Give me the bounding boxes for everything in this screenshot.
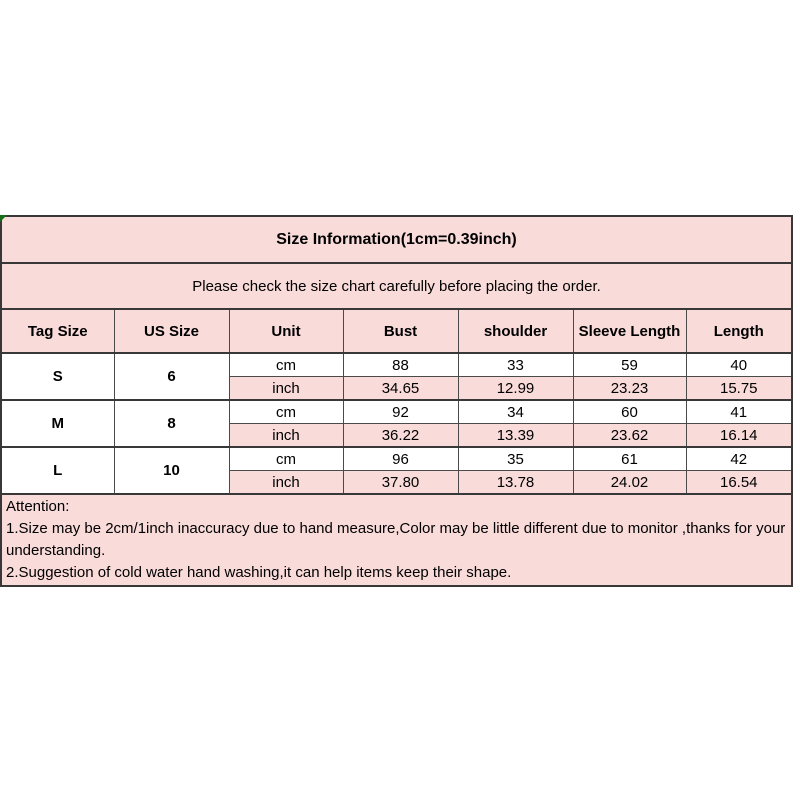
attention-note-2: 2.Suggestion of cold water hand washing,it can help items keep their shape. [6,564,512,581]
cell-m-shoulder-inch: 13.39 [458,424,573,448]
header-shoulder: shoulder [458,309,573,353]
attention-title: Attention: [6,498,70,515]
cell-m-sleeve-inch: 23.62 [573,424,686,448]
header-sleeve-length: Sleeve Length [573,309,686,353]
row-s-cm [1,353,792,377]
attention-text-block [2,495,791,584]
tag-size-m: M [1,400,114,447]
cell-l-shoulder-cm: 35 [458,447,573,471]
tag-size-l: L [1,447,114,494]
column-header-row [1,309,792,353]
cell-l-bust-cm: 96 [343,447,458,471]
attention-note-1: 1.Size may be 2cm/1inch inaccuracy due to hand measure,Color may be little different due to monitor ,thanks for your understanding. [6,520,786,559]
header-unit: Unit [229,309,343,353]
cell-m-length-cm: 41 [686,400,792,424]
table-title-row [1,216,792,263]
cell-s-bust-inch: 34.65 [343,377,458,401]
header-length: Length [686,309,792,353]
cell-m-bust-inch: 36.22 [343,424,458,448]
cell-l-length-cm: 42 [686,447,792,471]
cell-s-length-cm: 40 [686,353,792,377]
table-title: Size Information(1cm=0.39inch) [1,216,792,263]
row-m-cm [1,400,792,424]
row-l-cm [1,447,792,471]
header-bust: Bust [343,309,458,353]
unit-label-inch: inch [229,377,343,401]
unit-label-inch: inch [229,424,343,448]
cell-l-bust-inch: 37.80 [343,471,458,495]
cell-l-shoulder-inch: 13.78 [458,471,573,495]
cell-m-bust-cm: 92 [343,400,458,424]
tag-size-s: S [1,353,114,400]
header-tag-size: Tag Size [1,309,114,353]
unit-label-inch: inch [229,471,343,495]
cell-s-shoulder-inch: 12.99 [458,377,573,401]
attention-section [1,494,792,586]
unit-label-cm: cm [229,400,343,424]
cell-s-sleeve-inch: 23.23 [573,377,686,401]
table-subtitle-row [1,263,792,309]
cell-s-shoulder-cm: 33 [458,353,573,377]
cell-l-sleeve-cm: 61 [573,447,686,471]
cell-s-sleeve-cm: 59 [573,353,686,377]
green-corner-marker-icon [0,215,7,222]
header-us-size: US Size [114,309,229,353]
us-size-m: 8 [114,400,229,447]
cell-s-length-inch: 15.75 [686,377,792,401]
table-subtitle: Please check the size chart carefully before placing the order. [1,263,792,309]
unit-label-cm: cm [229,447,343,471]
cell-m-shoulder-cm: 34 [458,400,573,424]
cell-l-sleeve-inch: 24.02 [573,471,686,495]
us-size-s: 6 [114,353,229,400]
cell-m-sleeve-cm: 60 [573,400,686,424]
cell-l-length-inch: 16.54 [686,471,792,495]
cell-s-bust-cm: 88 [343,353,458,377]
us-size-l: 10 [114,447,229,494]
size-chart-table [0,215,793,587]
cell-m-length-inch: 16.14 [686,424,792,448]
unit-label-cm: cm [229,353,343,377]
